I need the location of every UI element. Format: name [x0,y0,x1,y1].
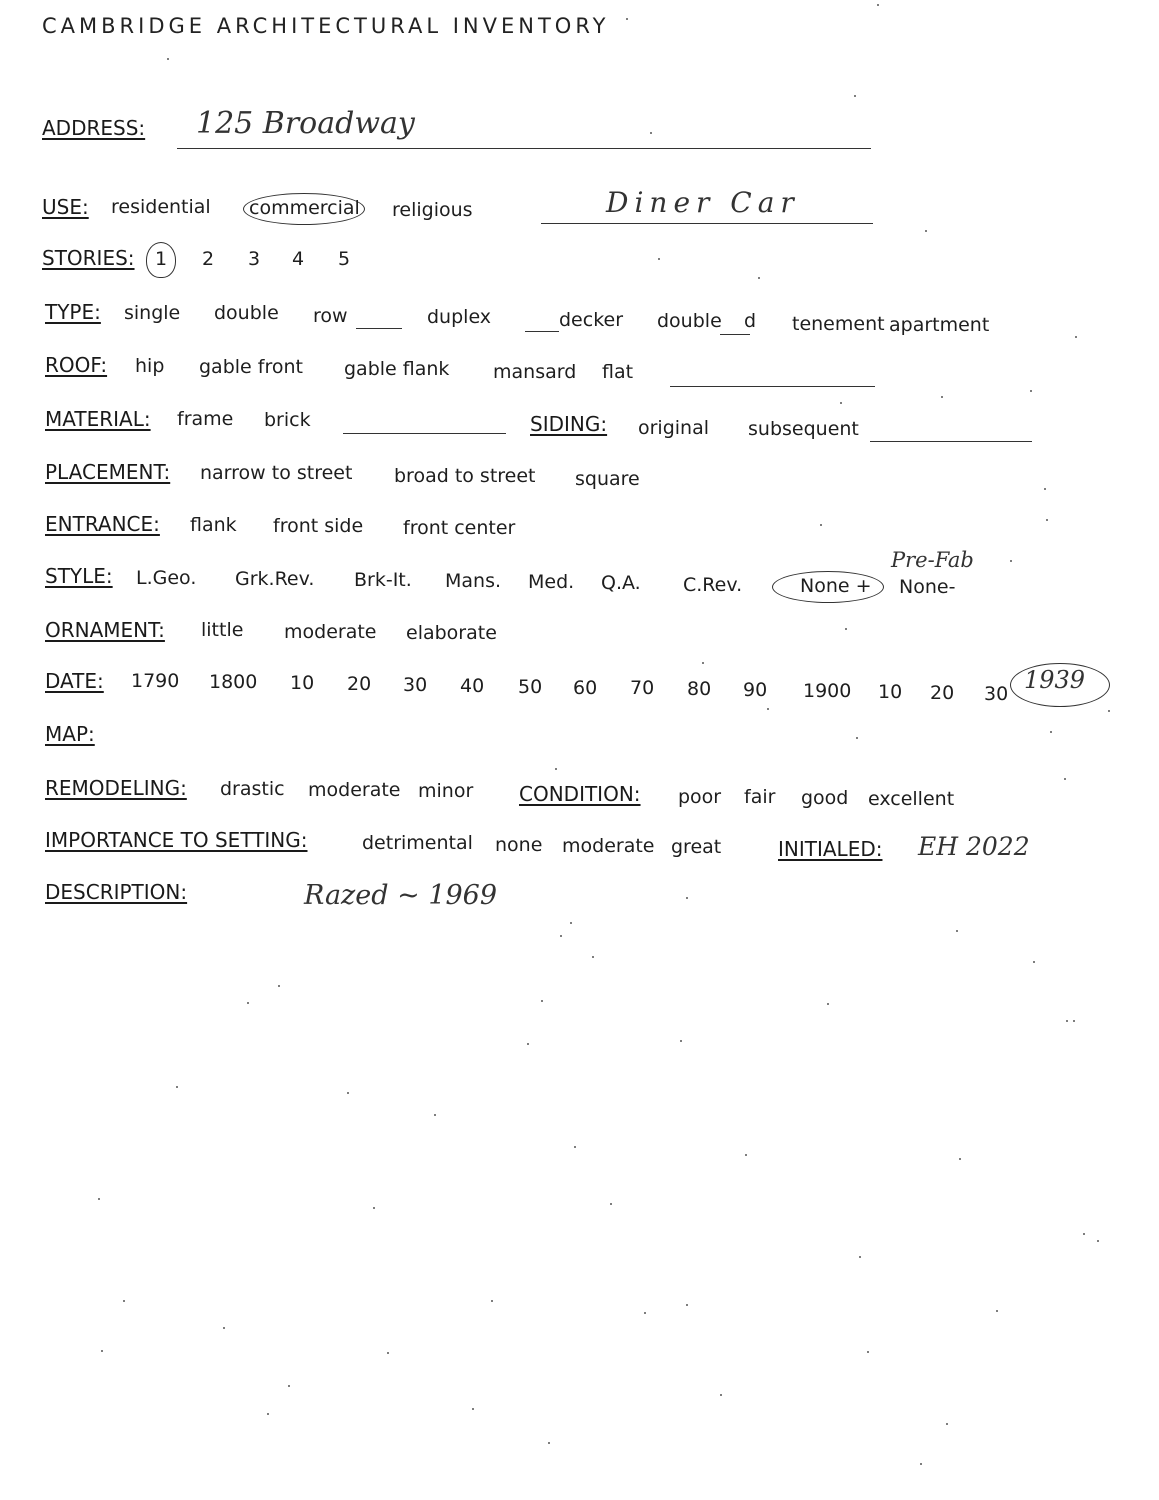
type-row-blank [356,328,402,329]
siding-option-subsequent: subsequent [748,418,859,440]
condition-option-good: good [801,787,849,809]
roof-option-flat: flat [602,361,634,383]
roof-label: ROOF: [45,353,108,377]
use-option-religious: religious [392,199,473,221]
date-option-1850: 50 [518,676,543,698]
date-option-1880: 80 [687,678,712,700]
use-line [541,223,873,224]
stories-option-2: 2 [202,248,215,270]
roof-option-hip: hip [135,355,165,377]
date-option-1900: 1900 [803,680,852,702]
condition-option-excellent: excellent [868,788,955,810]
importance-label: IMPORTANCE TO SETTING: [45,828,308,852]
roof-option-gable-front: gable front [199,356,303,378]
use-option-residential: residential [111,196,211,218]
date-option-1790: 1790 [131,670,180,692]
material-option-brick: brick [264,409,311,431]
stories-option-5: 5 [338,248,351,270]
placement-option-narrow: narrow to street [200,462,353,484]
date-option-1920: 20 [930,682,955,704]
material-label: MATERIAL: [45,407,151,431]
date-option-1930: 30 [984,683,1009,705]
remodeling-label: REMODELING: [45,776,187,800]
ornament-option-elaborate: elaborate [406,622,497,644]
entrance-option-front-side: front side [273,515,364,537]
date-label: DATE: [45,669,104,693]
style-option-brkit: Brk-It. [354,569,412,591]
remodeling-option-minor: minor [418,780,474,802]
entrance-label: ENTRANCE: [45,512,160,536]
type-option-single: single [124,302,181,324]
roof-line [670,386,875,387]
remodeling-option-moderate: moderate [308,779,401,801]
material-option-frame: frame [177,408,234,430]
type-option-row: row [313,305,348,327]
use-option-commercial: commercial [249,197,360,219]
date-option-1840: 40 [460,675,485,697]
style-option-mans: Mans. [445,570,502,592]
roof-option-mansard: mansard [493,361,577,383]
type-double-blank [720,334,750,335]
type-option-double: double [214,302,279,324]
importance-option-detrimental: detrimental [362,832,473,854]
entrance-option-flank: flank [190,514,237,536]
style-option-qa: Q.A. [601,572,641,594]
type-option-double-decker: double [657,310,722,332]
date-handwritten: 1939 [1024,666,1086,694]
use-note: Diner Car [606,186,800,219]
ornament-option-little: little [201,619,244,641]
date-option-1810: 10 [290,672,315,694]
date-option-1890: 90 [743,679,768,701]
style-note: Pre-Fab [891,548,974,572]
type-label: TYPE: [45,300,101,324]
date-option-1860: 60 [573,677,598,699]
condition-option-poor: poor [678,786,722,808]
form-title: CAMBRIDGE ARCHITECTURAL INVENTORY [42,14,610,38]
style-option-none-minus: None- [899,576,956,598]
date-option-1800: 1800 [209,671,258,693]
date-option-1820: 20 [347,673,372,695]
style-option-med: Med. [528,571,575,593]
type-option-apartment: apartment [889,314,990,336]
date-option-1830: 30 [403,674,428,696]
map-label: MAP: [45,722,95,746]
style-option-crev: C.Rev. [683,574,743,596]
style-label: STYLE: [45,564,113,588]
importance-option-great: great [671,836,722,858]
description-label: DESCRIPTION: [45,880,188,904]
stories-option-4: 4 [292,248,305,270]
remodeling-option-drastic: drastic [220,778,285,800]
description-value: Razed ~ 1969 [304,880,498,911]
material-line [343,433,506,434]
address-line [177,148,871,149]
stories-option-1: 1 [155,248,168,270]
initialed-value: EH 2022 [918,832,1030,861]
condition-option-fair: fair [744,786,776,808]
placement-option-square: square [575,468,640,490]
ornament-label: ORNAMENT: [45,618,165,642]
style-option-lgeo: L.Geo. [136,567,197,589]
stories-option-3: 3 [248,248,261,270]
roof-option-gable-flank: gable flank [344,358,450,380]
placement-option-broad: broad to street [394,465,536,487]
date-option-1870: 70 [630,677,655,699]
type-decker-blank [525,331,559,332]
type-option-duplex: duplex [427,306,492,328]
use-label: USE: [42,195,89,219]
address-label: ADDRESS: [42,116,146,140]
initialed-label: INITIALED: [778,837,883,861]
placement-label: PLACEMENT: [45,460,171,484]
siding-option-original: original [638,417,710,439]
style-option-grkrev: Grk.Rev. [235,568,315,590]
type-option-d: d [744,310,757,332]
address-value: 125 Broadway [196,106,415,141]
ornament-option-moderate: moderate [284,621,377,643]
date-option-1910: 10 [878,681,903,703]
siding-line [870,441,1032,442]
siding-label: SIDING: [530,412,608,436]
style-option-none-plus: None + [800,575,872,597]
condition-label: CONDITION: [519,782,641,806]
importance-option-none: none [495,834,543,856]
stories-label: STORIES: [42,246,135,270]
entrance-option-front-center: front center [403,517,516,539]
type-option-decker: decker [559,309,624,331]
type-option-tenement: tenement [792,313,885,335]
importance-option-moderate: moderate [562,835,655,857]
